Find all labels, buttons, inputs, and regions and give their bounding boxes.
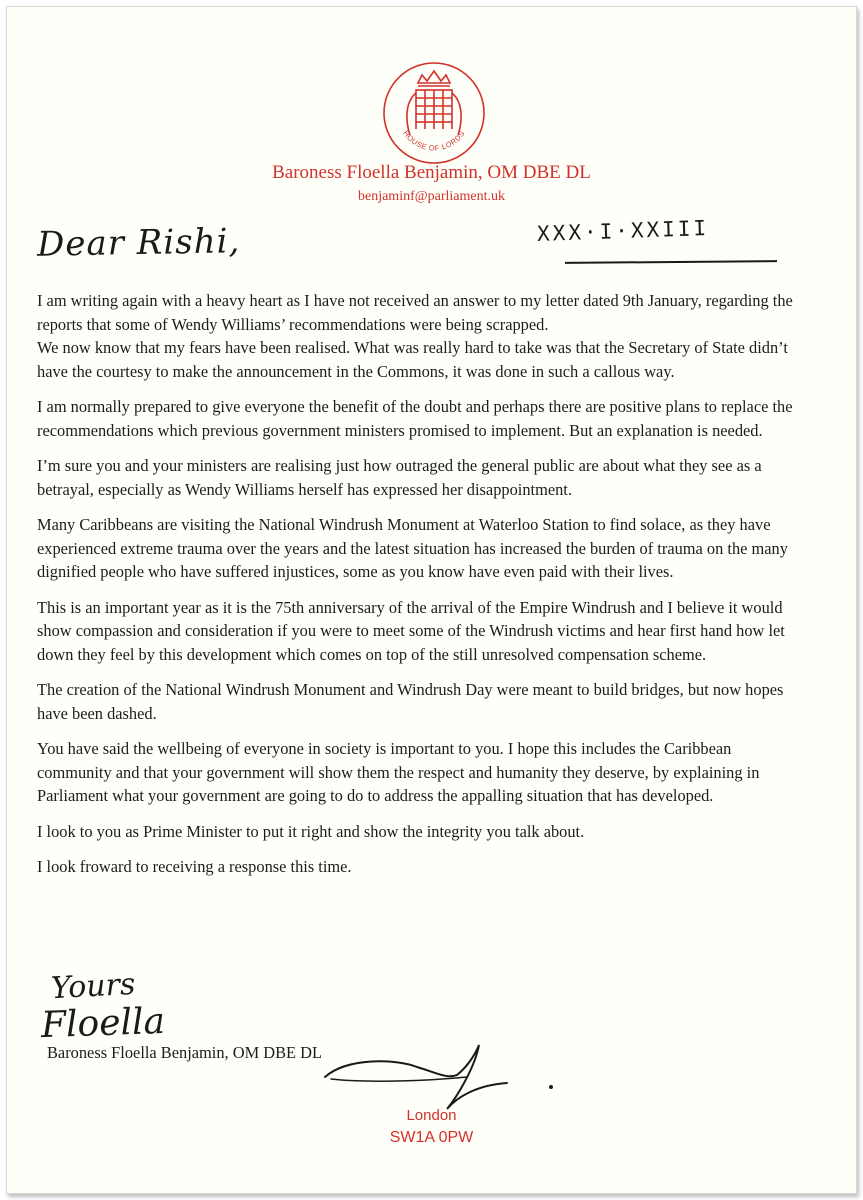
paragraph-2: We now know that my fears have been realised. What was really hard to take was that the Secretary of State didn’t have the courtesy to make the announcement in the Commons, it was done in such a callous way. xyxy=(37,338,788,381)
paragraph-9: I look to you as Prime Minister to put it right and show the integrity you talk about. xyxy=(37,821,585,841)
handwritten-date: XXX·I·XXIII xyxy=(536,216,710,246)
svg-text:HOUSE OF LORDS xyxy=(401,129,466,153)
address-city: London xyxy=(406,1107,457,1124)
paragraph-3: I am normally prepared to give everyone the benefit of the doubt and perhaps there are positive plans to replace the recommendations which previous government ministers promised to implement. But an explanation is needed. xyxy=(37,397,793,440)
paragraph-1: I am writing again with a heavy heart as I have not received an answer to my letter dated 9th January, regarding the reports that some of Wendy Williams’ recommendations were being scrapped. xyxy=(37,291,793,334)
address-postcode: SW1A 0PW xyxy=(389,1129,474,1146)
paragraph-6: This is an important year as it is the 75th anniversary of the arrival of the Empire Windrush and I believe it would show compassion and consideration if you were to meet some of the Windrush victims and hear first hand how let down they feel by this development which comes on top of the still unresolved compensation scheme. xyxy=(37,597,785,664)
paragraph-4: I’m sure you and your ministers are realising just how outraged the general public are about what they see as a betrayal, especially as Wendy Williams herself has expressed her disappointment. xyxy=(37,456,762,499)
paragraph-8: You have said the wellbeing of everyone in society is important to you. I hope this includes the Caribbean community and that your government will show them the respect and humanity they deserve, by explaining in Parliament what your government are going to do to address the appalling situation that has developed. xyxy=(37,739,760,805)
handwritten-closing: Yours xyxy=(50,966,137,1007)
paragraph-10: I look froward to receiving a response this time. xyxy=(37,857,352,876)
date-underline xyxy=(565,260,777,264)
signature-scrawl-icon xyxy=(307,1037,577,1117)
typed-signature-name: Baroness Floella Benjamin, OM DBE DL xyxy=(47,1043,322,1062)
paragraph-7: The creation of the National Windrush Monument and Windrush Day were meant to build bridges, but now hopes have been dashed. xyxy=(37,680,784,723)
letter-body xyxy=(37,289,802,891)
paragraph-5: Many Caribbeans are visiting the National Windrush Monument at Waterloo Station to find solace, as they have experienced extreme trauma over the years and the latest situation has increased the burden of trauma on the many dignified people who have suffered injustices, some as you know have even paid with their lives. xyxy=(37,515,788,581)
handwritten-salutation: Dear Rishi, xyxy=(36,221,241,265)
sender-email: benjaminf@parliament.uk xyxy=(357,189,505,204)
sender-name: Baroness Floella Benjamin, OM DBE DL xyxy=(272,162,591,183)
crest-label: HOUSE OF LORDS xyxy=(401,128,467,153)
handwritten-signature: Floella xyxy=(40,1000,166,1047)
letter-page xyxy=(6,6,857,1194)
house-of-lords-crest-icon xyxy=(374,53,494,173)
